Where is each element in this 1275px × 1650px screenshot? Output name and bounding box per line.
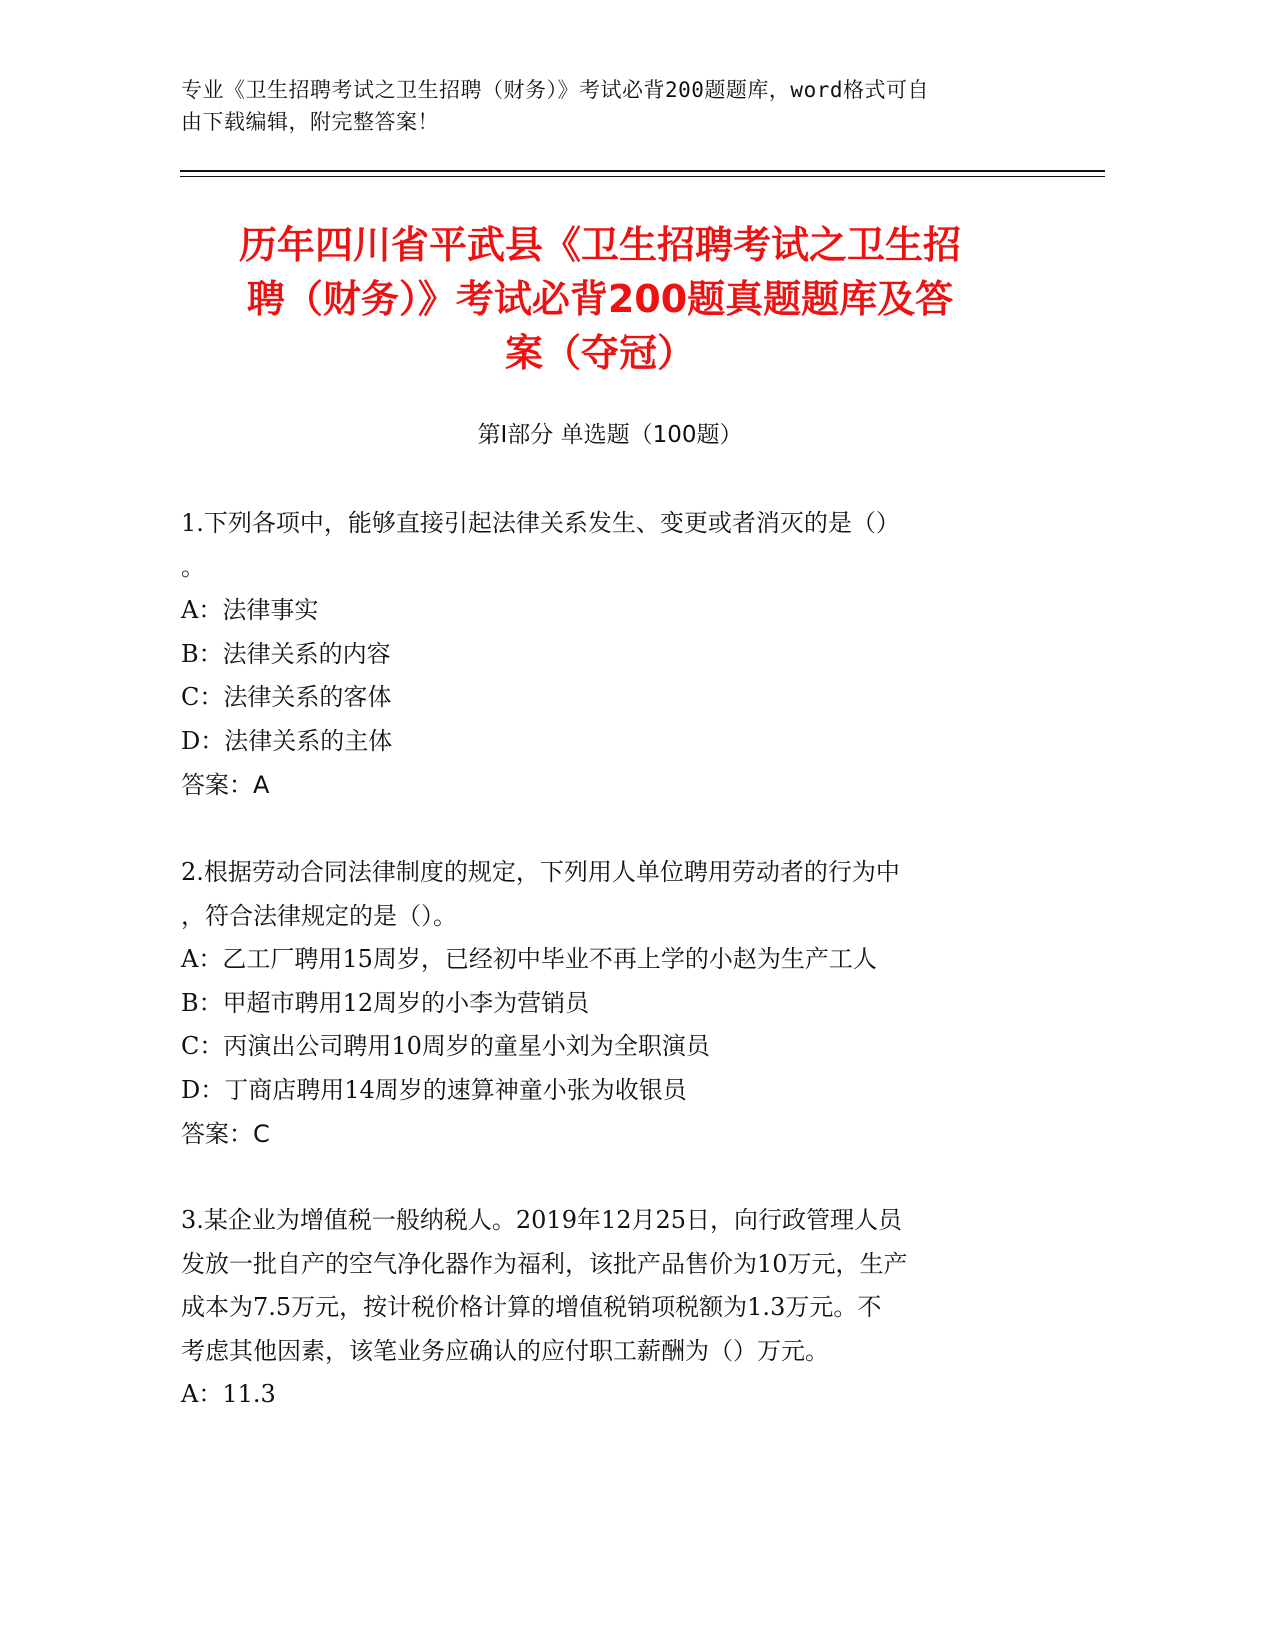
option-d: D：丁商店聘用14周岁的速算神童小张为收银员 (181, 1075, 687, 1104)
document-title (170, 218, 1030, 380)
question-text-line: 3.某企业为增值税一般纳税人。2019年12月25日，向行政管理人员 (181, 1206, 903, 1234)
option-b: B：法律关系的内容 (181, 639, 391, 668)
question-1 (181, 502, 1031, 807)
option-c: C：丙演出公司聘用10周岁的童星小刘为全职演员 (181, 1032, 710, 1061)
document-title-line-3: 案（夺冠） (504, 331, 695, 375)
header-note-line-1: 专业《卫生招聘考试之卫生招聘（财务）》考试必背200题题库，word格式可自 (181, 78, 929, 102)
option-c: C：法律关系的客体 (181, 683, 392, 712)
question-text-line: 1.下列各项中，能够直接引起法律关系发生、变更或者消灭的是（） (181, 509, 900, 537)
header-divider-thin (180, 176, 1105, 177)
answer: 答案：A (181, 770, 270, 799)
section-title: 第Ⅰ部分 单选题（100题） (477, 422, 743, 448)
question-text-line: 考虑其他因素，该笔业务应确认的应付职工薪酬为（）万元。 (181, 1336, 829, 1365)
header-divider-thick (180, 170, 1105, 172)
question-text-line: 2.根据劳动合同法律制度的规定，下列用人单位聘用劳动者的行为中 (181, 858, 900, 886)
question-text-line: 。 (181, 552, 205, 581)
question-3 (181, 1199, 1031, 1417)
option-a: A：法律事实 (181, 596, 319, 625)
option-b: B：甲超市聘用12周岁的小李为营销员 (181, 988, 590, 1017)
question-text-line: 成本为7.5万元，按计税价格计算的增值税销项税额为1.3万元。不 (181, 1293, 882, 1322)
option-a: A：乙工厂聘用15周岁，已经初中毕业不再上学的小赵为生产工人 (181, 945, 877, 974)
document-title-line-1: 历年四川省平武县《卫生招聘考试之卫生招 (238, 223, 961, 267)
option-d: D：法律关系的主体 (181, 726, 393, 755)
document-title-line-2: 聘（财务）》考试必背200题真题题库及答 (246, 277, 954, 321)
header-note-line-2: 由下载编辑，附完整答案！ (181, 110, 439, 134)
question-text-line: ，符合法律规定的是（）。 (181, 901, 457, 930)
question-2 (181, 851, 1031, 1156)
question-text-line: 发放一批自产的空气净化器作为福利，该批产品售价为10万元，生产 (181, 1249, 908, 1278)
header-note (181, 74, 1041, 138)
answer: 答案：C (181, 1119, 270, 1148)
option-a: A：11.3 (181, 1380, 276, 1409)
